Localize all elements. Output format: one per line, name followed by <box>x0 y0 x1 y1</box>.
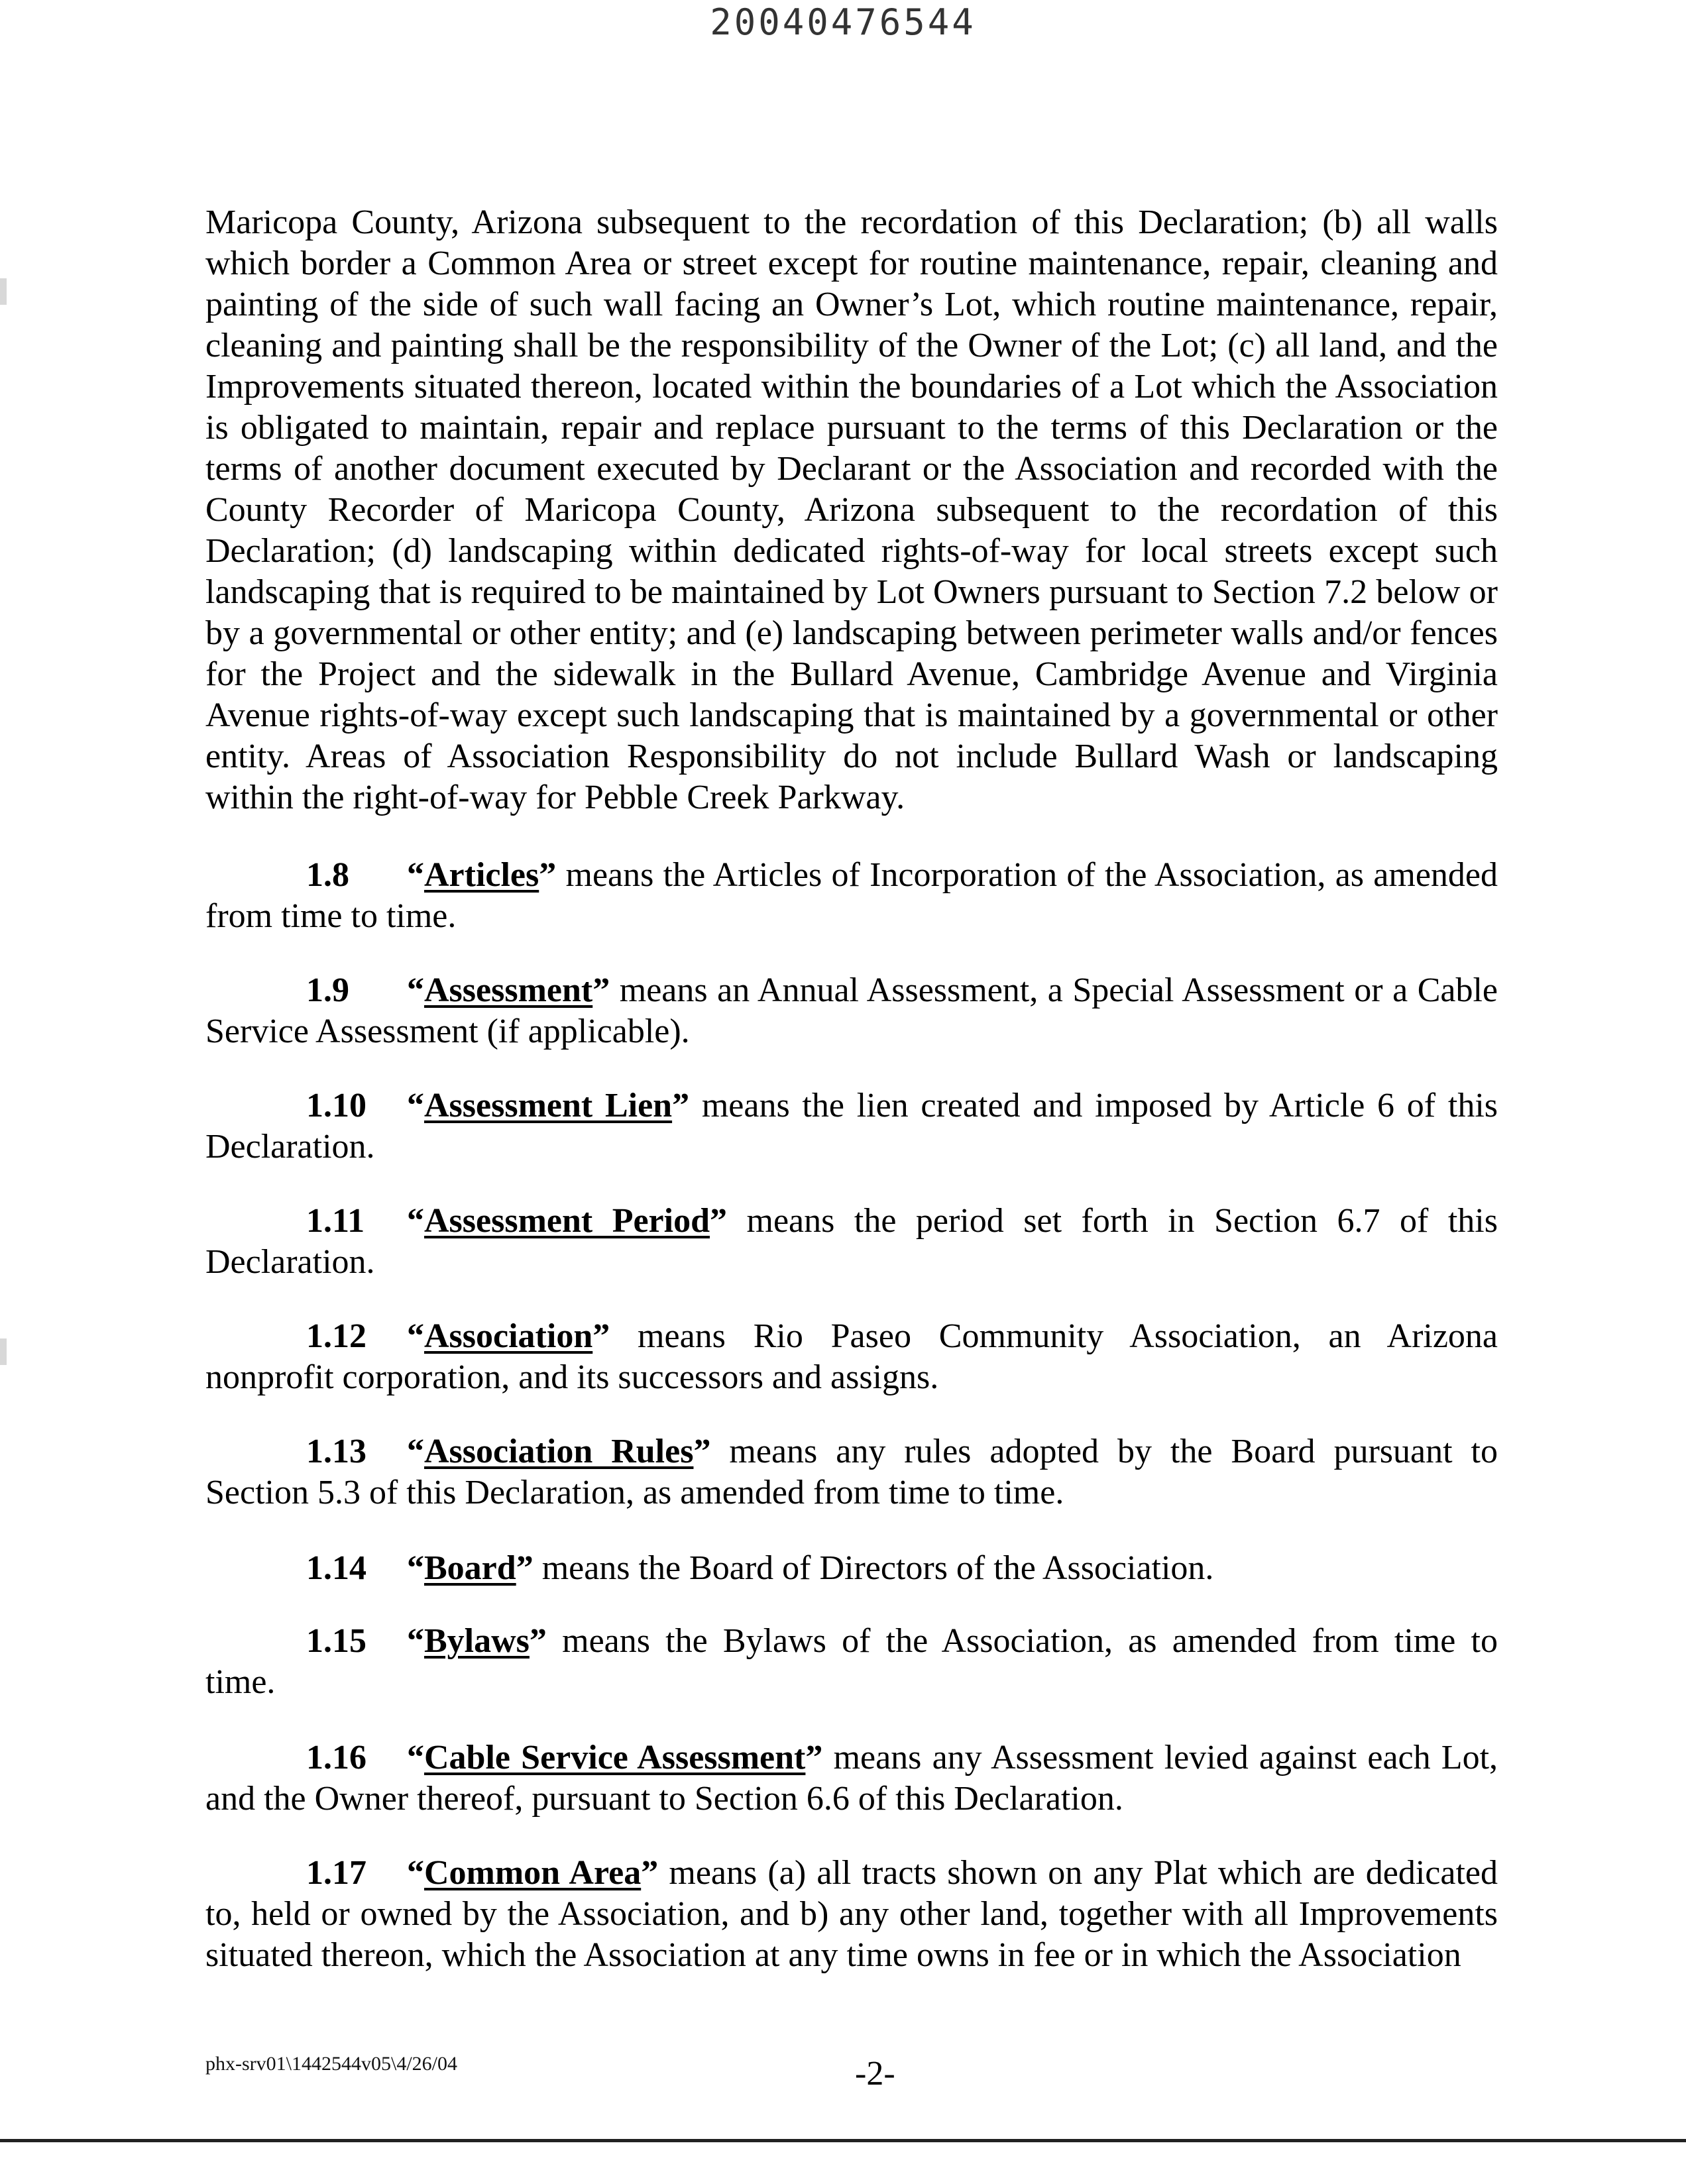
definition-text: means (a) all tracts shown on any Plat which are dedicated to, held or owned by the Association, and b) any other land, together with all Improvements situated thereon, which the Association at any time owns in fee or in which the Association <box>205 1854 1498 1974</box>
intro-paragraph: Maricopa County, Arizona subsequent to the recordation of this Declaration; (b) all walls which border a Common Area or street except for routine maintenance, repair, cleaning and painting of the side of such wall facing an Owner’s Lot, which routine maintenance, repair, cleaning and painting shall be the responsibility of the Owner of the Lot; (c) all land, and the Improvements situated thereon, located within the boundaries of a Lot which the Association is obligated to maintain, repair and replace pursuant to the terms of this Declaration or the terms of another document executed by Declarant or the Association and recorded with the County Recorder of Maricopa County, Arizona subsequent to the recordation of this Declaration; (d) landscaping within dedicated rights-of-way for local streets except such landscaping that is required to be maintained by Lot Owners pursuant to Section 7.2 below or by a governmental or other entity; and (e) landscaping between perimeter walls and/or fences for the Project and the sidewalk in the Bullard Avenue, Cambridge Avenue and Virginia Avenue rights-of-way except such landscaping that is maintained by a governmental or other entity. Areas of Association Responsibility do not include Bullard Wash or landscaping within the right-of-way for Pebble Creek Parkway. <box>205 203 1498 816</box>
definition-number: 1.11 <box>306 1202 365 1240</box>
definition-term: “Association Rules” <box>407 1433 711 1470</box>
definition-term: “Articles” <box>407 856 557 894</box>
definition-text: means Rio Paseo Community Association, an Arizona nonprofit corporation, and its successors and assigns. <box>205 1317 1498 1396</box>
definition-term: “Cable Service Assessment” <box>407 1739 823 1776</box>
definition-term: “Common Area” <box>407 1854 659 1892</box>
definition-number: 1.8 <box>306 856 349 894</box>
definition-text: means the lien created and imposed by Article 6 of this Declaration. <box>205 1087 1498 1166</box>
definition-term: “Bylaws” <box>407 1622 547 1660</box>
definition-term: “Board” <box>407 1549 534 1587</box>
definition-term: “Assessment Period” <box>407 1202 728 1240</box>
definition-text: means any rules adopted by the Board pursuant to Section 5.3 of this Declaration, as amended from time to time. <box>205 1433 1498 1511</box>
document-code: phx-srv01\1442544v05\4/26/04 <box>205 2053 457 2075</box>
bottom-rule <box>0 2139 1686 2142</box>
scan-margin-mark <box>0 1338 7 1365</box>
definition-text: means the Board of Directors of the Association. <box>533 1549 1214 1587</box>
definition-number: 1.16 <box>306 1739 366 1776</box>
definition-1-13 <box>205 1431 1498 1513</box>
definition-1-16 <box>205 1737 1498 1820</box>
definition-1-17 <box>205 1853 1498 1976</box>
definition-term: “Association” <box>407 1317 610 1355</box>
definition-1-10 <box>205 1085 1498 1168</box>
definition-term: “Assessment Lien” <box>407 1087 690 1124</box>
definition-text: means the Bylaws of the Association, as amended from time to time. <box>205 1622 1498 1701</box>
definition-1-14 <box>205 1548 1498 1589</box>
definition-number: 1.17 <box>306 1854 366 1892</box>
page-number: -2- <box>855 2055 895 2093</box>
definition-1-11 <box>205 1201 1498 1283</box>
definition-number: 1.14 <box>306 1549 366 1587</box>
definition-text: means the period set forth in Section 6.7 of this Declaration. <box>205 1202 1498 1281</box>
definition-number: 1.13 <box>306 1433 366 1470</box>
definition-1-12 <box>205 1316 1498 1398</box>
recording-number: 20040476544 <box>710 1 976 43</box>
definition-number: 1.9 <box>306 971 349 1009</box>
definition-number: 1.15 <box>306 1622 366 1660</box>
definition-term: “Assessment” <box>407 971 610 1009</box>
definition-text: means any Assessment levied against each Lot, and the Owner thereof, pursuant to Section 6.6 of this Declaration. <box>205 1739 1498 1818</box>
definition-number: 1.10 <box>306 1087 366 1124</box>
definition-1-15 <box>205 1621 1498 1703</box>
definition-text: means an Annual Assessment, a Special Assessment or a Cable Service Assessment (if applicable). <box>205 971 1498 1050</box>
definition-1-9 <box>205 970 1498 1052</box>
definition-number: 1.12 <box>306 1317 366 1355</box>
definition-text: means the Articles of Incorporation of the Association, as amended from time to time. <box>205 856 1498 935</box>
scan-margin-mark <box>0 278 7 305</box>
definition-1-8 <box>205 855 1498 937</box>
